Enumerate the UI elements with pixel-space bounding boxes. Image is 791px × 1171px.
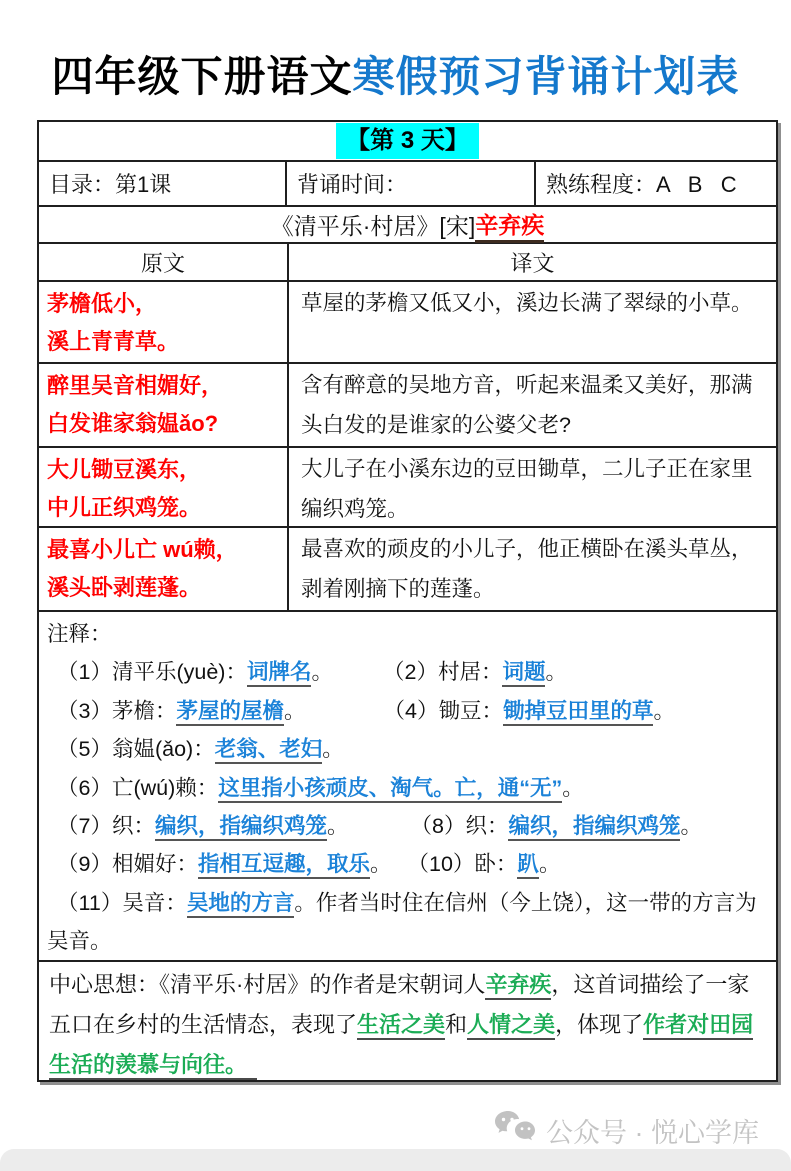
note-7-label: （7）织： — [57, 814, 155, 839]
note-gap — [349, 832, 411, 833]
central-idea-text: 中心思想：《清平乐·村居》的作者是宋朝词人 — [49, 972, 486, 997]
note-7-answer: 编织，指编织鸡笼 — [155, 814, 327, 841]
central-idea-text: ，这首词描绘了一家五口在乡村的生活情态，表现了 — [49, 972, 750, 1037]
wechat-icon — [494, 1110, 536, 1151]
note-8-answer: 编织，指编织鸡笼 — [508, 814, 680, 841]
poem-translation-2: 含有醉意的吴地方音，听起来温柔又美好，那满头白发的是谁家的公婆父老? — [287, 364, 776, 446]
note-11-rest: 。作者当时住在信州（今上饶），这一带的方言为吴音。 — [47, 890, 757, 954]
note-1-period: 。 — [311, 660, 333, 685]
note-4-label: （4）锄豆： — [383, 698, 503, 723]
poem-line: 茅檐低小， — [47, 291, 158, 316]
note-5-label: （5）翁媪(ǎo)： — [57, 737, 215, 762]
page-title — [0, 44, 791, 104]
note-2-period: 。 — [545, 660, 567, 685]
central-idea-highlight: 生活之美 — [357, 1012, 445, 1040]
poem-line: 白发谁家翁媪ǎo? — [47, 411, 219, 436]
translation-column-header: 译文 — [287, 244, 776, 280]
note-gap — [392, 870, 408, 871]
note-6-label: （6）亡(wú)赖： — [57, 775, 219, 800]
note-4-answer: 锄掉豆田里的草 — [503, 699, 654, 726]
poem-author: 辛弃疾 — [475, 207, 544, 243]
central-idea-highlight: 人情之美 — [467, 1012, 555, 1040]
note-11-label: （11）吴音： — [57, 890, 187, 915]
note-11-answer: 吴地的方言 — [187, 891, 295, 918]
note-10-answer: 趴 — [517, 852, 539, 879]
note-1-label: （1）清平乐(yuè)： — [57, 660, 247, 685]
note-10-period: 。 — [538, 852, 561, 877]
info-row — [39, 160, 776, 205]
column-header-row — [39, 242, 776, 280]
note-3-period: 。 — [283, 698, 306, 723]
notes-section — [39, 610, 776, 960]
bottom-panel-edge — [0, 1149, 791, 1171]
wechat-footer — [494, 1110, 759, 1151]
study-plan-table — [37, 120, 778, 1082]
poem-line: 溪头卧剥莲蓬。 — [47, 575, 202, 600]
central-idea-text: 和 — [445, 1012, 468, 1037]
poem-line: 醉里吴音相媚好， — [47, 373, 224, 398]
original-column-header: 原文 — [140, 250, 185, 276]
poem-row-1 — [39, 280, 776, 362]
poem-translation-3: 大儿子在小溪东边的豆田锄草，二儿子正在家里编织鸡笼。 — [287, 448, 776, 529]
note-9-period: 。 — [369, 852, 392, 877]
note-line-9-10 — [47, 845, 768, 883]
poem-line: 大儿锄豆溪东， — [47, 457, 202, 482]
catalog-cell: 目录：第1课 — [49, 172, 172, 197]
note-10-label: （10）卧： — [407, 852, 518, 877]
day-header-row — [39, 122, 776, 160]
central-idea-highlight: 作者对田园生活的羡慕与向往。 — [49, 1012, 753, 1080]
note-7-period: 。 — [326, 814, 349, 839]
notes-heading: 注释： — [47, 622, 112, 646]
page-title-blue: 寒假预习背诵计划表 — [352, 53, 740, 100]
note-9-answer: 指相互逗趣，取乐 — [198, 852, 370, 879]
note-2-label: （2）村居： — [382, 660, 503, 685]
proficiency-cell: 熟练程度：A B C — [534, 162, 776, 205]
note-gap — [333, 678, 383, 679]
day-badge: 【第 3 天】 — [336, 123, 479, 158]
note-2-answer: 词题 — [502, 660, 545, 687]
note-line-7-8 — [47, 807, 768, 845]
poem-translation-1: 草屋的茅檐又低又小，溪边长满了翠绿的小草。 — [287, 282, 776, 362]
central-idea-text: ，体现了 — [555, 1012, 644, 1037]
note-6-answer: 这里指小孩顽皮、淘气。亡，通“无” — [218, 776, 562, 803]
poem-row-4 — [39, 526, 776, 610]
note-6-period: 。 — [562, 775, 584, 800]
poem-title-row — [39, 205, 776, 242]
note-line-1-2 — [47, 653, 768, 691]
note-line-3-4 — [47, 692, 768, 730]
note-1-answer: 词牌名 — [247, 660, 312, 687]
note-line-6 — [47, 769, 768, 807]
poem-line: 最喜小儿亡 wú赖， — [47, 537, 238, 562]
poem-original-2 — [39, 364, 287, 446]
note-3-label: （3）茅檐： — [57, 698, 177, 723]
note-gap — [306, 717, 384, 718]
poem-line: 溪上青青草。 — [47, 329, 180, 354]
note-line-5 — [47, 730, 768, 768]
poem-title-text: 《清平乐·村居》[宋] — [270, 213, 476, 239]
page-title-black: 四年级下册语文 — [51, 53, 353, 100]
poem-original-4 — [39, 528, 287, 610]
note-line-11 — [47, 884, 768, 961]
note-5-period: 。 — [322, 737, 344, 762]
poem-row-3 — [39, 446, 776, 526]
poem-row-2 — [39, 362, 776, 446]
wechat-account-label: 公众号 · 悦心学库 — [546, 1118, 759, 1148]
note-5-answer: 老翁、老妇 — [215, 737, 323, 764]
poem-original-1 — [39, 282, 287, 362]
note-8-label: （8）织： — [410, 814, 509, 839]
poem-line: 中儿正织鸡笼。 — [47, 495, 202, 520]
note-4-period: 。 — [653, 698, 675, 723]
note-3-answer: 茅屋的屋檐 — [176, 699, 284, 726]
note-8-period: 。 — [680, 814, 702, 839]
central-idea-author: 辛弃疾 — [485, 972, 551, 1000]
poem-original-3 — [39, 448, 287, 529]
note-9-label: （9）相媚好： — [57, 852, 198, 877]
recite-time-cell: 背诵时间： — [285, 162, 534, 205]
central-idea-section — [39, 960, 776, 1080]
poem-translation-4: 最喜欢的顽皮的小儿子，他正横卧在溪头草丛，剥着刚摘下的莲蓬。 — [287, 528, 776, 610]
